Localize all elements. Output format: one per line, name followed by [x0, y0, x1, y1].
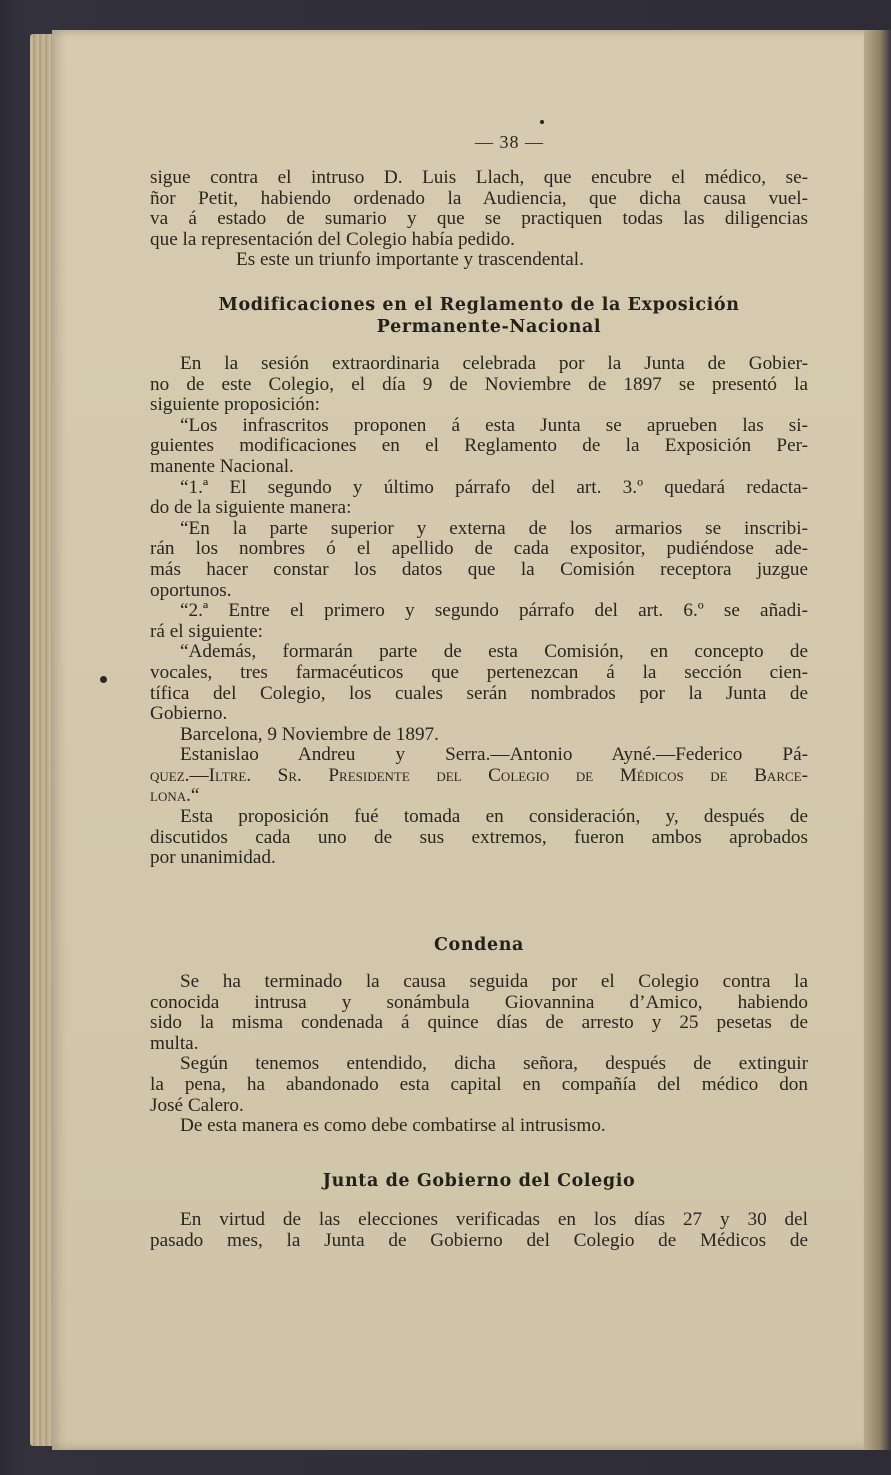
text-line: Barcelona, 9 Noviembre de 1897.	[180, 723, 439, 745]
text-line: En virtud de las elecciones verificadas en los días 27 y 30 del	[180, 1209, 808, 1230]
text-line: conocida intrusa y sonámbula Giovannina d’Amico, habiendo	[150, 991, 808, 1013]
text-line: guientes modificaciones en el Reglamento de la Exposición Per-	[150, 435, 808, 457]
text-line: Se ha terminado la causa seguida por el Colegio contra la	[180, 971, 808, 992]
text-line: pasado mes, la Junta de Gobierno del Colegio de Médicos de	[150, 1229, 808, 1251]
text-line: discutidos cada uno de sus extremos, fueron ambos aprobados	[150, 826, 808, 848]
heading-line: Modificaciones en el Reglamento de la Exposición	[218, 295, 740, 315]
paper-speck	[100, 676, 107, 683]
junta-body	[150, 1210, 808, 1251]
text-line: oportunos.	[150, 579, 232, 601]
text-line: rá el siguiente:	[150, 620, 263, 642]
text-line: quez.—Iltre. Sr. Presidente del Colegio de Médicos de Barce-	[150, 764, 808, 786]
text-line: “En la parte superior y externa de los armarios se inscribi-	[180, 517, 808, 539]
text-line: que la representación del Colegio había pedido.	[150, 228, 515, 250]
text-line: tífica del Colegio, los cuales serán nombrados por la Junta de	[150, 682, 808, 704]
text-line: rán los nombres ó el apellido de cada expositor, pudiéndose ade-	[150, 538, 808, 560]
text-line: multa.	[150, 1032, 199, 1054]
text-line: Es este un triunfo importante y trascendental.	[236, 249, 584, 271]
page-number: — 38 —	[475, 132, 544, 152]
text-line: siguiente proposición:	[150, 394, 320, 416]
text-line: por unanimidad.	[150, 847, 276, 869]
text-line: sido la misma condenada á quince días de arresto y 25 pesetas de	[150, 1012, 808, 1034]
heading-line: Permanente-Nacional	[376, 317, 602, 337]
text-line: “1.ª El segundo y último párrafo del art. 3.º quedará redacta-	[180, 476, 808, 498]
paper-speck	[540, 120, 544, 124]
page-right-edge	[864, 30, 891, 1450]
text-line: vocales, tres farmacéuticos que pertenezcan á la sección cien-	[150, 661, 808, 683]
text-line: ñor Petit, habiendo ordenado la Audiencia, que dicha causa vuel-	[150, 187, 808, 209]
text-line: José Calero.	[150, 1094, 244, 1116]
text-line: más hacer constar los datos que la Comisión receptora juzgue	[150, 558, 808, 580]
text-line: do de la siguiente manera:	[150, 497, 352, 519]
text-line: sigue contra el intruso D. Luis Llach, que encubre el médico, se-	[150, 167, 808, 188]
text-line: “Además, formarán parte de esta Comisión, en concepto de	[180, 641, 808, 663]
text-line: Estanislao Andreu y Serra.—Antonio Ayné.—Federico Pá-	[180, 744, 808, 766]
section-heading-condena: Condena	[434, 935, 524, 955]
intro-paragraph	[150, 168, 808, 271]
text-line: Según tenemos entendido, dicha señora, después de extinguir	[180, 1053, 808, 1075]
text-line: En la sesión extraordinaria celebrada por la Junta de Gobier-	[180, 353, 808, 374]
text-line: Esta proposición fué tomada en consideración, y, después de	[180, 806, 808, 828]
section-heading-junta: Junta de Gobierno del Colegio	[322, 1171, 636, 1191]
reglamento-body	[150, 354, 808, 869]
condena-body	[150, 972, 808, 1137]
section-heading-reglamento	[150, 294, 808, 338]
text-line: la pena, ha abandonado esta capital en compañía del médico don	[150, 1073, 808, 1095]
text-line: manente Nacional.	[150, 455, 294, 477]
text-line: va á estado de sumario y que se practiquen todas las diligencias	[150, 208, 808, 230]
text-line: De esta manera es como debe combatirse al intrusismo.	[180, 1115, 606, 1137]
text-line: “2.ª Entre el primero y segundo párrafo del art. 6.º se añadi-	[180, 600, 808, 622]
text-line: “Los infrascritos proponen á esta Junta se aprueben las si-	[180, 414, 808, 436]
text-line: no de este Colegio, el día 9 de Noviembre de 1897 se presentó la	[150, 373, 808, 395]
text-line: Gobierno.	[150, 703, 228, 725]
text-line: lona.“	[150, 785, 200, 807]
